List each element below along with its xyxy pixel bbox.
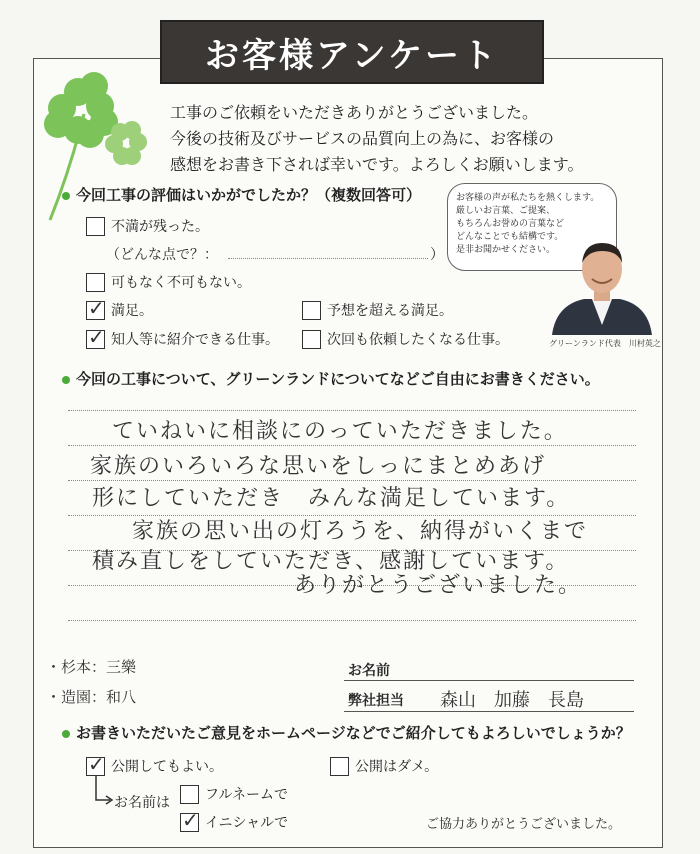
writing-line [68, 410, 636, 411]
checkbox[interactable] [330, 757, 349, 776]
option-publish-ng[interactable]: 公開はダメ。 [330, 756, 438, 776]
question-3: お書きいただいたご意見をホームページなどでご紹介してもよろしいでしょうか？ [62, 722, 631, 743]
name-line[interactable] [344, 680, 634, 681]
detail-line[interactable] [228, 258, 428, 259]
handwritten-line: 形にしていただき みんな満足しています。 [92, 486, 571, 511]
thanks-text: ご協力ありがとうございました。 [426, 817, 622, 832]
clover-icon [40, 70, 160, 230]
handwritten-line: ありがとうございました。 [294, 573, 583, 598]
handwritten-line: 積み直しをしていただき、感謝しています。 [92, 549, 570, 574]
writing-line [68, 620, 636, 621]
handwritten-note: ・杉本：三樂 [46, 658, 137, 676]
handwritten-line: ていねいに相談にのっていただきました。 [112, 419, 568, 444]
option-request-again[interactable]: 次回も依頼したくなる仕事。 [302, 329, 509, 349]
handwritten-line: 家族の思い出の灯ろうを、納得がいくまで [132, 519, 589, 544]
handwritten-note: ・造園：和八 [46, 688, 137, 706]
checkbox[interactable] [86, 273, 105, 292]
staff-line [344, 711, 634, 712]
checkbox[interactable] [180, 785, 199, 804]
option-recommendable[interactable]: ✓ 知人等に紹介できる仕事。 [86, 329, 279, 349]
staff-label: 弊社担当 [348, 693, 404, 709]
detail-close: ） [430, 247, 444, 263]
arrow-icon [92, 776, 114, 806]
checkbox-checked[interactable] [86, 330, 105, 349]
checkbox-checked[interactable] [86, 301, 105, 320]
name-is-label: お名前は [114, 795, 170, 811]
checkbox[interactable] [302, 301, 321, 320]
detail-open: （どんな点で？： [106, 247, 218, 263]
representative-photo [548, 235, 656, 335]
option-neutral[interactable]: 可もなく不可もない。 [86, 272, 251, 292]
option-dissatisfied[interactable]: 不満が残った。 [86, 216, 209, 236]
speech-bubble: お客様の声が私たちを熱くします。 厳しいお言葉、ご提案、 もちろんお誉めの言葉など どんなことでも結構です。 是非お聞かせください。 [447, 183, 617, 271]
option-publish-ok[interactable]: ✓ 公開してもよい。 [86, 756, 223, 776]
representative-caption: グリーンランド代表 川村英之 [549, 339, 661, 348]
checkbox[interactable] [86, 217, 105, 236]
option-fullname[interactable]: フルネームで [180, 784, 288, 804]
checkbox[interactable] [302, 330, 321, 349]
question-2: 今回の工事について、グリーンランドについてなどご自由にお書きください。 [62, 368, 600, 389]
checkbox-checked[interactable] [180, 813, 199, 832]
question-1: 今回工事の評価はいかがでしたか？（複数回答可） [62, 184, 421, 205]
option-initials[interactable]: ✓ イニシャルで [180, 812, 288, 832]
option-beyond-expectation[interactable]: 予想を超える満足。 [302, 300, 453, 320]
option-satisfied[interactable]: ✓ 満足。 [86, 300, 153, 320]
writing-line [68, 445, 636, 446]
checkbox-checked[interactable] [86, 757, 105, 776]
staff-names: 森山 加藤 長島 [440, 690, 584, 711]
intro-text: 工事のご依頼をいただきありがとうございました。 今後の技術及びサービスの品質向上の為に、お客様の 感想をお書き下されば幸いです。よろしくお願いします。 [170, 103, 584, 174]
handwritten-line: 家族のいろいろな思いをしっにまとめあげ [90, 454, 547, 479]
name-label: お名前 [348, 663, 390, 679]
survey-title: お客様アンケート [160, 20, 544, 84]
